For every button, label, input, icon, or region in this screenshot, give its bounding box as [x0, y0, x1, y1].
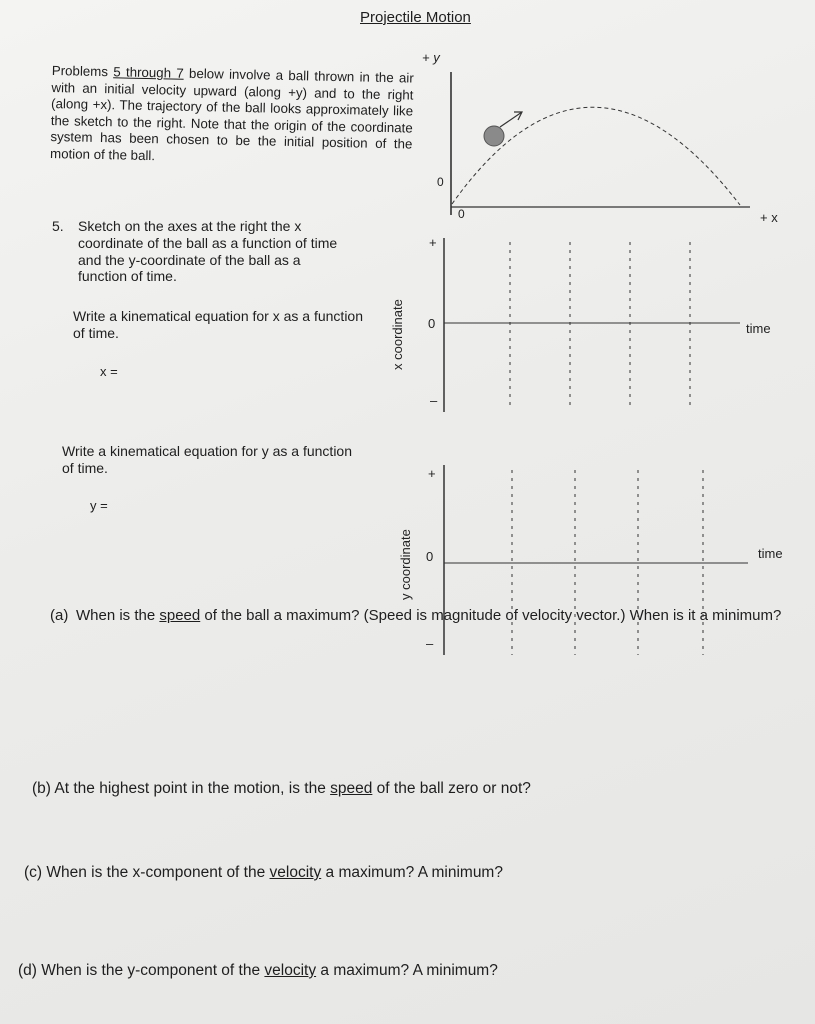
trajectory-origin-bottom: 0: [458, 207, 465, 221]
x-coordinate-graph[interactable]: [444, 238, 740, 412]
x-graph-time-label: time: [746, 321, 771, 336]
question-a-post: of the ball a maximum? (Speed is magnitude of velocity vector.) When is it a minimum?: [200, 607, 782, 624]
ball-icon: [484, 126, 504, 146]
y-graph-axis-label: y coordinate: [398, 529, 413, 600]
intro-pre: Problems: [51, 63, 114, 80]
trajectory-x-axis-label: + x: [760, 210, 778, 225]
trajectory-origin-top: 0: [437, 175, 444, 189]
x-graph-zero: 0: [428, 316, 436, 331]
y-graph-plus: +: [428, 466, 436, 481]
x-equation-prompt: Write a kinematical equation for x as a function of time.: [73, 308, 364, 341]
question-a-label: (a): [50, 607, 69, 624]
trajectory-sketch: [451, 72, 750, 215]
x-graph-minus: –: [430, 393, 438, 408]
y-equation-blank[interactable]: y =: [90, 498, 108, 513]
y-coordinate-graph[interactable]: [444, 465, 748, 655]
question-a-speed: speed: [159, 607, 201, 624]
problem-5-text: Sketch on the axes at the right the x coordinate of the ball as a function of time and the y-coordinate of the ball as a function of time.: [78, 218, 338, 285]
question-a-pre: When is the: [76, 607, 160, 624]
y-graph-zero: 0: [426, 549, 434, 564]
question-b-pre: (b) At the highest point in the motion, is the: [32, 780, 331, 797]
trajectory-y-axis-label: + y: [422, 50, 440, 65]
y-graph-minus: –: [426, 636, 434, 651]
intro-post: below involve a ball thrown in the air with an initial velocity upward (along +y) and to the right (along +x). The trajectory of the ball looks approximately like the sketch to the right. Note that the origin of the coordinate system has been chosen to be the initial position of the motion of the ball.: [49, 65, 414, 164]
question-d-pre: (d) When is the y-component of the: [18, 962, 265, 979]
trajectory-arc: [452, 107, 740, 205]
question-d-post: a maximum? A minimum?: [316, 962, 498, 979]
y-equation-prompt: Write a kinematical equation for y as a function of time.: [62, 443, 353, 476]
x-equation-blank[interactable]: x =: [100, 364, 118, 379]
question-b-post: of the ball zero or not?: [372, 780, 531, 797]
question-c-velocity: velocity: [269, 864, 322, 881]
x-graph-plus: +: [429, 235, 437, 250]
question-d-velocity: velocity: [264, 962, 317, 979]
x-graph-axis-label: x coordinate: [390, 299, 405, 370]
page-title: Projectile Motion: [360, 9, 471, 26]
problem-5-number: 5.: [52, 218, 64, 234]
y-graph-time-label: time: [758, 546, 783, 561]
question-b-speed: speed: [330, 780, 373, 797]
intro-problem-range: 5 through 7: [113, 64, 184, 81]
question-c-pre: (c) When is the x-component of the: [24, 864, 270, 881]
question-c-post: a maximum? A minimum?: [321, 864, 503, 881]
velocity-arrow-icon: [500, 112, 522, 127]
